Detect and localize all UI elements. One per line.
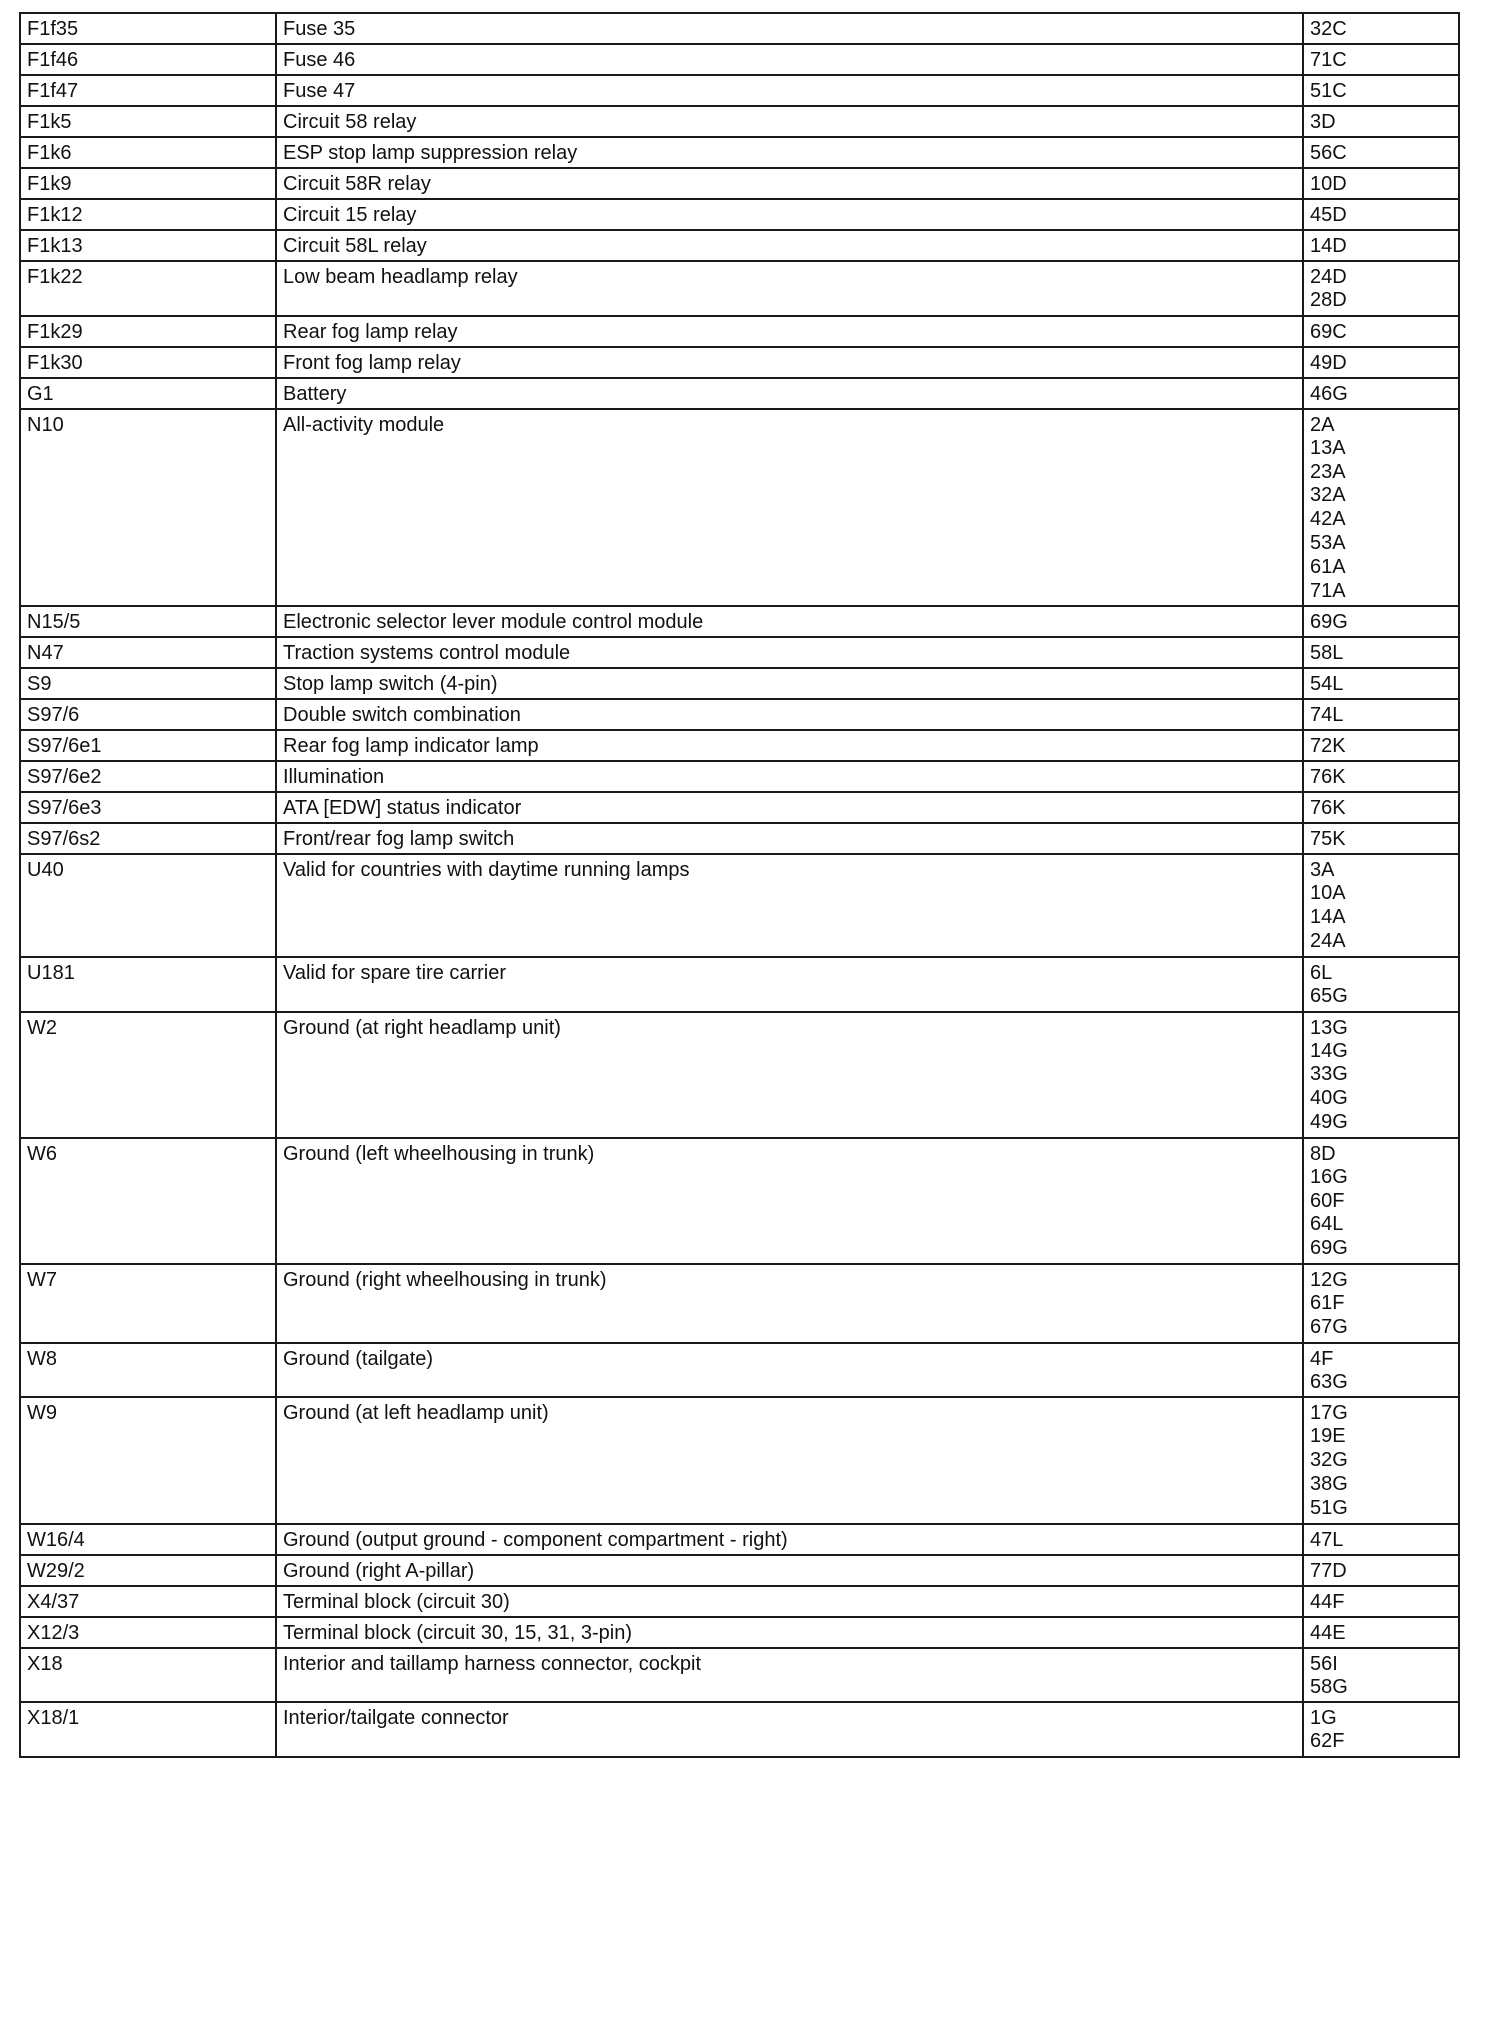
table-row	[20, 378, 1459, 409]
table-row	[20, 230, 1459, 261]
component-description: Illumination	[276, 761, 1303, 792]
component-code: W2	[20, 1012, 276, 1138]
grid-location-cell	[1303, 1138, 1459, 1264]
component-legend-table	[19, 12, 1460, 1758]
grid-location: 51G	[1310, 1496, 1348, 1519]
component-description: Ground (at right headlamp unit)	[276, 1012, 1303, 1138]
grid-location: 56I	[1310, 1652, 1338, 1675]
component-code: X18	[20, 1648, 276, 1703]
component-code: U40	[20, 854, 276, 956]
grid-location-cell	[1303, 137, 1459, 168]
grid-location: 64L	[1310, 1213, 1344, 1236]
table-row	[20, 1617, 1459, 1648]
grid-location: 6L	[1310, 961, 1333, 984]
grid-location: 61A	[1310, 555, 1346, 578]
component-description: Ground (right wheelhousing in trunk)	[276, 1264, 1303, 1343]
legend-table-body	[20, 13, 1459, 1757]
component-code: F1k30	[20, 347, 276, 378]
grid-location: 58L	[1310, 642, 1344, 665]
grid-location: 40G	[1310, 1087, 1348, 1110]
component-description: Fuse 35	[276, 13, 1303, 44]
grid-location-cell	[1303, 761, 1459, 792]
table-row	[20, 1012, 1459, 1138]
table-row	[20, 199, 1459, 230]
grid-location: 56C	[1310, 142, 1347, 164]
component-description: Front fog lamp relay	[276, 347, 1303, 378]
component-code: F1f46	[20, 44, 276, 75]
component-code: S97/6e2	[20, 761, 276, 792]
component-code: G1	[20, 378, 276, 409]
component-description: Circuit 15 relay	[276, 199, 1303, 230]
component-code: W7	[20, 1264, 276, 1343]
component-description: Electronic selector lever module control module	[276, 606, 1303, 637]
grid-location-cell	[1303, 668, 1459, 699]
table-row	[20, 44, 1459, 75]
component-description: Double switch combination	[276, 699, 1303, 730]
grid-location: 38G	[1310, 1472, 1348, 1495]
grid-location-cell	[1303, 75, 1459, 106]
grid-location-cell	[1303, 13, 1459, 44]
component-description: Rear fog lamp indicator lamp	[276, 730, 1303, 761]
grid-location: 69G	[1310, 1237, 1348, 1260]
component-description: Battery	[276, 378, 1303, 409]
component-code: F1k6	[20, 137, 276, 168]
grid-location-cell	[1303, 1648, 1459, 1703]
component-description: Ground (tailgate)	[276, 1343, 1303, 1398]
table-row	[20, 761, 1459, 792]
grid-location: 75K	[1310, 828, 1346, 851]
grid-location: 3A	[1310, 859, 1335, 882]
table-row	[20, 316, 1459, 347]
table-row	[20, 137, 1459, 168]
table-row	[20, 792, 1459, 823]
grid-location: 61F	[1310, 1291, 1345, 1314]
table-row	[20, 168, 1459, 199]
grid-location: 32G	[1310, 1449, 1348, 1472]
grid-location: 10D	[1310, 173, 1347, 195]
component-description: Circuit 58 relay	[276, 106, 1303, 137]
table-row	[20, 699, 1459, 730]
grid-location: 1G	[1310, 1707, 1337, 1730]
component-code: F1k22	[20, 261, 276, 316]
grid-location-cell	[1303, 44, 1459, 75]
grid-location: 42A	[1310, 508, 1346, 531]
grid-location-cell	[1303, 1524, 1459, 1555]
grid-location: 47L	[1310, 1528, 1344, 1551]
grid-location-cell	[1303, 347, 1459, 378]
grid-location-cell	[1303, 854, 1459, 956]
grid-location: 63G	[1310, 1370, 1348, 1393]
component-code: N47	[20, 637, 276, 668]
component-description: Terminal block (circuit 30, 15, 31, 3-pin)	[276, 1617, 1303, 1648]
grid-location-cell	[1303, 1702, 1459, 1757]
component-description: Valid for countries with daytime running lamps	[276, 854, 1303, 956]
component-code: F1k13	[20, 230, 276, 261]
component-code: W8	[20, 1343, 276, 1398]
table-row	[20, 1702, 1459, 1757]
component-code: U181	[20, 957, 276, 1012]
component-description: Ground (left wheelhousing in trunk)	[276, 1138, 1303, 1264]
component-description: All-activity module	[276, 409, 1303, 607]
component-description: Circuit 58L relay	[276, 230, 1303, 261]
component-code: W29/2	[20, 1555, 276, 1586]
grid-location: 28D	[1310, 289, 1347, 311]
component-code: F1k29	[20, 316, 276, 347]
grid-location: 32A	[1310, 484, 1346, 507]
grid-location-cell	[1303, 730, 1459, 761]
component-description: Stop lamp switch (4-pin)	[276, 668, 1303, 699]
table-row	[20, 637, 1459, 668]
grid-location-cell	[1303, 199, 1459, 230]
grid-location-cell	[1303, 106, 1459, 137]
grid-location-cell	[1303, 230, 1459, 261]
grid-location: 16G	[1310, 1165, 1348, 1188]
grid-location-cell	[1303, 1343, 1459, 1398]
grid-location-cell	[1303, 606, 1459, 637]
grid-location: 65G	[1310, 984, 1348, 1007]
component-code: S97/6e1	[20, 730, 276, 761]
table-row	[20, 106, 1459, 137]
grid-location: 69G	[1310, 611, 1348, 634]
grid-location: 14A	[1310, 906, 1346, 929]
component-description: ESP stop lamp suppression relay	[276, 137, 1303, 168]
grid-location: 12G	[1310, 1268, 1348, 1291]
component-code: W6	[20, 1138, 276, 1264]
grid-location-cell	[1303, 1397, 1459, 1523]
grid-location: 54L	[1310, 673, 1344, 696]
table-row	[20, 1343, 1459, 1398]
grid-location-cell	[1303, 409, 1459, 607]
component-code: W16/4	[20, 1524, 276, 1555]
table-row	[20, 730, 1459, 761]
grid-location-cell	[1303, 1586, 1459, 1617]
grid-location: 46G	[1310, 382, 1348, 405]
grid-location-cell	[1303, 699, 1459, 730]
table-row	[20, 261, 1459, 316]
grid-location: 2A	[1310, 413, 1335, 436]
table-row	[20, 1648, 1459, 1703]
component-code: W9	[20, 1397, 276, 1523]
table-row	[20, 668, 1459, 699]
grid-location-cell	[1303, 261, 1459, 316]
component-code: S97/6s2	[20, 823, 276, 854]
grid-location: 24A	[1310, 929, 1346, 952]
table-row	[20, 1397, 1459, 1523]
grid-location-cell	[1303, 637, 1459, 668]
component-description: Traction systems control module	[276, 637, 1303, 668]
table-row	[20, 606, 1459, 637]
grid-location-cell	[1303, 1617, 1459, 1648]
table-row	[20, 1524, 1459, 1555]
component-description: Ground (at left headlamp unit)	[276, 1397, 1303, 1523]
table-row	[20, 957, 1459, 1012]
component-description: Rear fog lamp relay	[276, 316, 1303, 347]
table-row	[20, 1264, 1459, 1343]
grid-location: 24D	[1310, 266, 1347, 288]
grid-location: 45D	[1310, 204, 1347, 226]
grid-location: 69C	[1310, 320, 1347, 343]
table-row	[20, 854, 1459, 956]
grid-location-cell	[1303, 792, 1459, 823]
component-description: Terminal block (circuit 30)	[276, 1586, 1303, 1617]
component-code: X4/37	[20, 1586, 276, 1617]
grid-location: 13G	[1310, 1016, 1348, 1039]
grid-location: 74L	[1310, 704, 1344, 727]
grid-location: 51C	[1310, 80, 1347, 102]
grid-location-cell	[1303, 823, 1459, 854]
grid-location: 72K	[1310, 735, 1346, 758]
component-description: Low beam headlamp relay	[276, 261, 1303, 316]
grid-location: 8D	[1310, 1142, 1336, 1165]
component-code: F1k5	[20, 106, 276, 137]
grid-location: 14G	[1310, 1039, 1348, 1062]
grid-location: 60F	[1310, 1189, 1345, 1212]
grid-location: 10A	[1310, 882, 1346, 905]
grid-location: 33G	[1310, 1063, 1348, 1086]
grid-location: 58G	[1310, 1675, 1348, 1698]
grid-location: 76K	[1310, 766, 1346, 789]
component-code: F1f35	[20, 13, 276, 44]
component-code: S97/6	[20, 699, 276, 730]
grid-location-cell	[1303, 1555, 1459, 1586]
grid-location: 32C	[1310, 18, 1347, 40]
grid-location: 49D	[1310, 351, 1347, 374]
grid-location: 71A	[1310, 579, 1346, 602]
grid-location-cell	[1303, 378, 1459, 409]
component-code: X12/3	[20, 1617, 276, 1648]
grid-location: 4F	[1310, 1347, 1334, 1370]
table-row	[20, 75, 1459, 106]
component-code: N15/5	[20, 606, 276, 637]
table-row	[20, 1586, 1459, 1617]
grid-location: 14D	[1310, 235, 1347, 257]
component-code: F1f47	[20, 75, 276, 106]
grid-location-cell	[1303, 957, 1459, 1012]
grid-location: 3D	[1310, 111, 1336, 133]
component-description: Interior/tailgate connector	[276, 1702, 1303, 1757]
table-row	[20, 823, 1459, 854]
grid-location-cell	[1303, 1012, 1459, 1138]
component-code: F1k9	[20, 168, 276, 199]
grid-location: 44F	[1310, 1590, 1345, 1613]
grid-location: 44E	[1310, 1621, 1346, 1644]
grid-location: 62F	[1310, 1730, 1345, 1753]
grid-location: 17G	[1310, 1402, 1348, 1425]
table-row	[20, 1555, 1459, 1586]
grid-location-cell	[1303, 1264, 1459, 1343]
component-description: Ground (right A-pillar)	[276, 1555, 1303, 1586]
component-description: Fuse 46	[276, 44, 1303, 75]
table-row	[20, 347, 1459, 378]
component-description: Ground (output ground - component compartment - right)	[276, 1524, 1303, 1555]
grid-location: 71C	[1310, 49, 1347, 71]
grid-location-cell	[1303, 168, 1459, 199]
grid-location: 67G	[1310, 1315, 1348, 1338]
grid-location: 19E	[1310, 1425, 1346, 1448]
component-description: Circuit 58R relay	[276, 168, 1303, 199]
grid-location: 77D	[1310, 1559, 1347, 1582]
grid-location-cell	[1303, 316, 1459, 347]
component-code: S97/6e3	[20, 792, 276, 823]
component-code: S9	[20, 668, 276, 699]
component-description: Valid for spare tire carrier	[276, 957, 1303, 1012]
grid-location: 13A	[1310, 436, 1346, 459]
component-description: Fuse 47	[276, 75, 1303, 106]
component-code: N10	[20, 409, 276, 607]
component-description: Front/rear fog lamp switch	[276, 823, 1303, 854]
component-code: F1k12	[20, 199, 276, 230]
grid-location: 23A	[1310, 460, 1346, 483]
component-description: ATA [EDW] status indicator	[276, 792, 1303, 823]
grid-location: 49G	[1310, 1110, 1348, 1133]
table-row	[20, 13, 1459, 44]
table-row	[20, 409, 1459, 607]
grid-location: 76K	[1310, 797, 1346, 820]
grid-location: 53A	[1310, 531, 1346, 554]
component-code: X18/1	[20, 1702, 276, 1757]
table-row	[20, 1138, 1459, 1264]
component-description: Interior and taillamp harness connector, cockpit	[276, 1648, 1303, 1703]
